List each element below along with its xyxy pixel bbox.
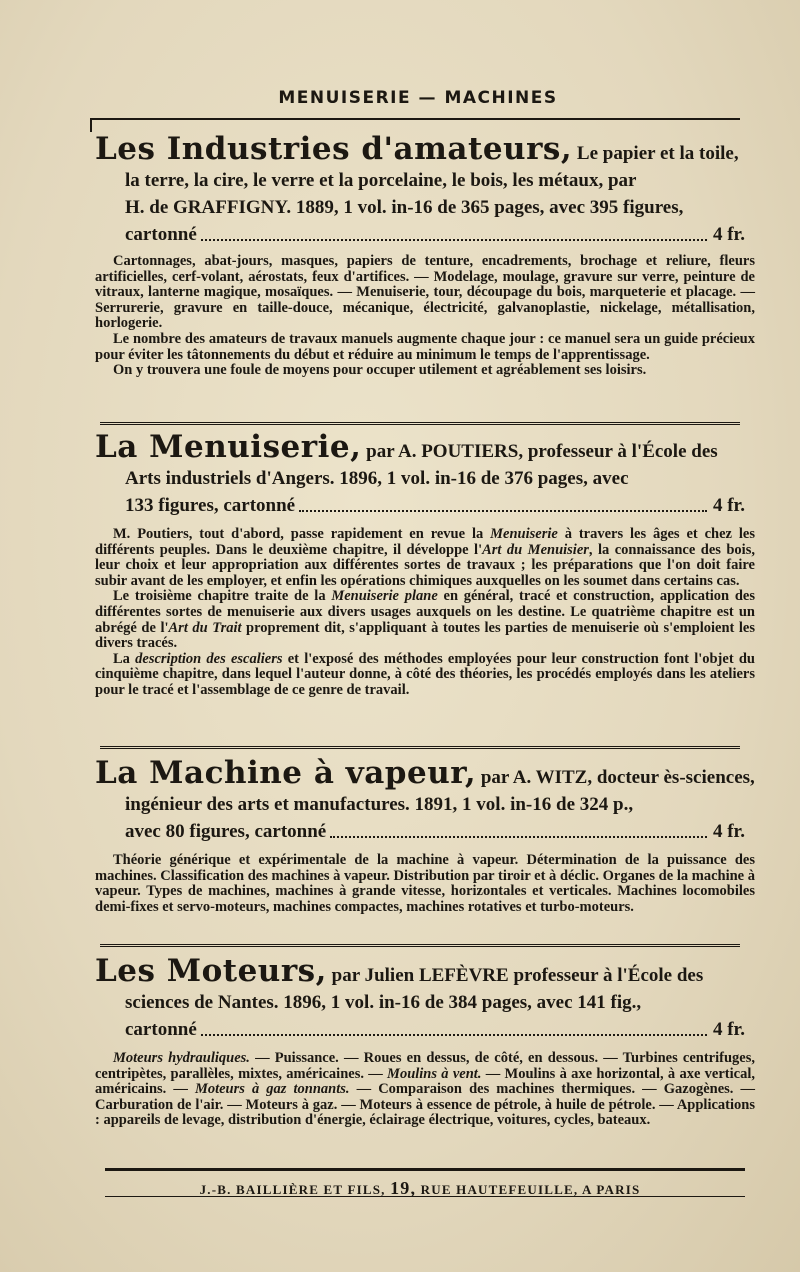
entry-details-line: Arts industriels d'Angers. 1896, 1 vol. in-16 de 376 pages, avec bbox=[125, 468, 629, 489]
section-separator bbox=[100, 422, 740, 425]
entry-subtitle: par A. WITZ, docteur ès-sciences, bbox=[480, 767, 755, 788]
publisher-address: RUE HAUTEFEUILLE, A PARIS bbox=[420, 1182, 641, 1197]
catalog-entry-moteurs bbox=[95, 953, 756, 1129]
entry-price-row bbox=[95, 221, 755, 248]
entry-title-line bbox=[95, 953, 755, 989]
leader-dots bbox=[201, 221, 707, 241]
leader-dots bbox=[299, 492, 707, 512]
entry-title: La Menuiserie, bbox=[95, 429, 362, 465]
entry-details-line: H. de GRAFFIGNY. 1889, 1 vol. in-16 de 365 pages, avec 395 figures, bbox=[125, 197, 684, 218]
entry-description bbox=[95, 853, 755, 915]
entry-title: La Machine à vapeur, bbox=[95, 755, 477, 791]
street-number: 19, bbox=[390, 1178, 417, 1198]
entry-price-row bbox=[95, 818, 755, 845]
entry-description bbox=[95, 527, 755, 699]
entry-subtitle: par A. POUTIERS, professeur à l'École des bbox=[366, 441, 718, 462]
description-paragraph: M. Poutiers, tout d'abord, passe rapidement en revue la Menuiserie à travers les âges et chez les différents peuples. Dans le deuxième chapitre, il développe l'Art du Menuisier, la connaissance des bois, leur choix et leur appropriation aux différentes sortes de travaux ; les préparations que l'on doit faire subir avant de les employer, et enfin les opérations chimiques auxquelles on les soumet dans certains cas. bbox=[95, 526, 755, 589]
catalog-entry-machine-vapeur bbox=[95, 755, 755, 915]
catalog-entry-industries bbox=[95, 131, 755, 379]
entry-details-line: sciences de Nantes. 1896, 1 vol. in-16 de 384 pages, avec 141 fig., bbox=[125, 992, 642, 1013]
description-paragraph: On y trouvera une foule de moyens pour occuper utilement et agréablement ses loisirs. bbox=[113, 362, 647, 379]
price-label: 133 figures, cartonné bbox=[125, 495, 296, 516]
price-label: avec 80 figures, cartonné bbox=[125, 821, 327, 842]
footer-rule-lower bbox=[105, 1196, 745, 1197]
price: 4 fr. bbox=[712, 495, 745, 516]
leader-dots bbox=[201, 1016, 707, 1036]
entry-subtitle: Le papier et la toile, bbox=[576, 143, 739, 164]
entry-price-row bbox=[95, 492, 755, 519]
price: 4 fr. bbox=[712, 821, 745, 842]
price-label: cartonné bbox=[125, 224, 197, 245]
entry-title: Les Industries d'amateurs, bbox=[95, 131, 573, 167]
description-paragraph: La description des escaliers et l'exposé des méthodes employées pour leur construction font l'objet du cinquième chapitre, dans lequel l'auteur donne, à côté des théories, les procédés employés dans les ateliers pour le tracé et l'assemblage de ce genre de travail. bbox=[95, 650, 755, 698]
entry-price-row bbox=[95, 1016, 755, 1043]
footer-rule bbox=[105, 1168, 745, 1171]
section-separator bbox=[100, 944, 740, 947]
header-rule-tick bbox=[90, 118, 92, 132]
page-header: MENUISERIE — MACHINES bbox=[278, 88, 558, 108]
section-separator bbox=[100, 746, 740, 749]
publisher-name: J.-B. BAILLIÈRE ET FILS, bbox=[199, 1182, 386, 1197]
price: 4 fr. bbox=[712, 1019, 745, 1040]
header-rule bbox=[90, 118, 740, 120]
entry-title-line bbox=[95, 429, 755, 465]
leader-dots bbox=[330, 818, 707, 838]
entry-details-line: ingénieur des arts et manufactures. 1891, 1 vol. in-16 de 324 p., bbox=[125, 794, 634, 815]
description-paragraph: Cartonnages, abat-jours, masques, papiers de tenture, encadrements, brochage et reliure, fleurs artificielles, cerf-volant, aérostats, feux d'artifices. — Modelage, moulage, gravure sur verre, peinture de vitraux, lanterne magique, mosaïques. — Menuiserie, tour, découpage du bois, marqueterie et placage. — Serrurerie, gravure en taille-douce, mécanique, électricité, galvanoplastie, nickelage, métallisation, horlogerie. bbox=[95, 253, 755, 332]
entry-title-line bbox=[95, 131, 755, 167]
entry-title-line bbox=[95, 755, 755, 791]
catalog-entry-menuiserie bbox=[95, 429, 755, 699]
entry-details-line: la terre, la cire, le verre et la porcelaine, le bois, les métaux, par bbox=[125, 170, 637, 191]
price: 4 fr. bbox=[712, 224, 745, 245]
entry-description bbox=[95, 1051, 755, 1129]
price-label: cartonné bbox=[125, 1019, 197, 1040]
entry-subtitle: par Julien LEFÈVRE professeur à l'École des bbox=[331, 965, 704, 986]
description-paragraph: Moteurs hydrauliques. — Puissance. — Roues en dessus, de côté, en dessous. — Turbines centrifuges, centripètes, parallèles, mixtes, américaines. — Moulins à vent. — Moulins à axe horizontal, à axe vertical, américains. — Moteurs à gaz tonnants. — Comparaison des machines thermiques. — Gazogènes. — Carburation de l'air. — Moteurs à gaz. — Moteurs à essence de pétrole, à huile de pétrole. — Applications : appareils de levage, distribution d'énergie, éclairage électrique, voitures, cycles, bateaux. bbox=[95, 1050, 756, 1129]
description-paragraph: Le troisième chapitre traite de la Menuiserie plane en général, tracé et construction, application des différentes sortes de menuiserie aux divers usages auxquels on les destine. Le quatrième chapitre est un abrégé de l'Art du Trait proprement dit, s'appliquant à toutes les parties de menuiserie où s'emploient les divers tracés. bbox=[95, 588, 755, 652]
entry-title: Les Moteurs, bbox=[95, 953, 327, 989]
description-paragraph: Théorie générique et expérimentale de la machine à vapeur. Détermination de la puissance des machines. Classification des machines à vapeur. Distribution par tiroir et à déclic. Organes de la machine à vapeur. Types de machines, machines à grande vitesse, horizontales et verticales. Machines locomobiles demi-fixes et servo-moteurs, machines compactes, machines rotatives et turbo-moteurs. bbox=[95, 852, 755, 915]
description-paragraph: Le nombre des amateurs de travaux manuels augmente chaque jour : ce manuel sera un guide précieux pour éviter les tâtonnements du début et réduire au minimum le temps de l'apprentissage. bbox=[95, 330, 755, 363]
entry-description bbox=[95, 254, 755, 379]
